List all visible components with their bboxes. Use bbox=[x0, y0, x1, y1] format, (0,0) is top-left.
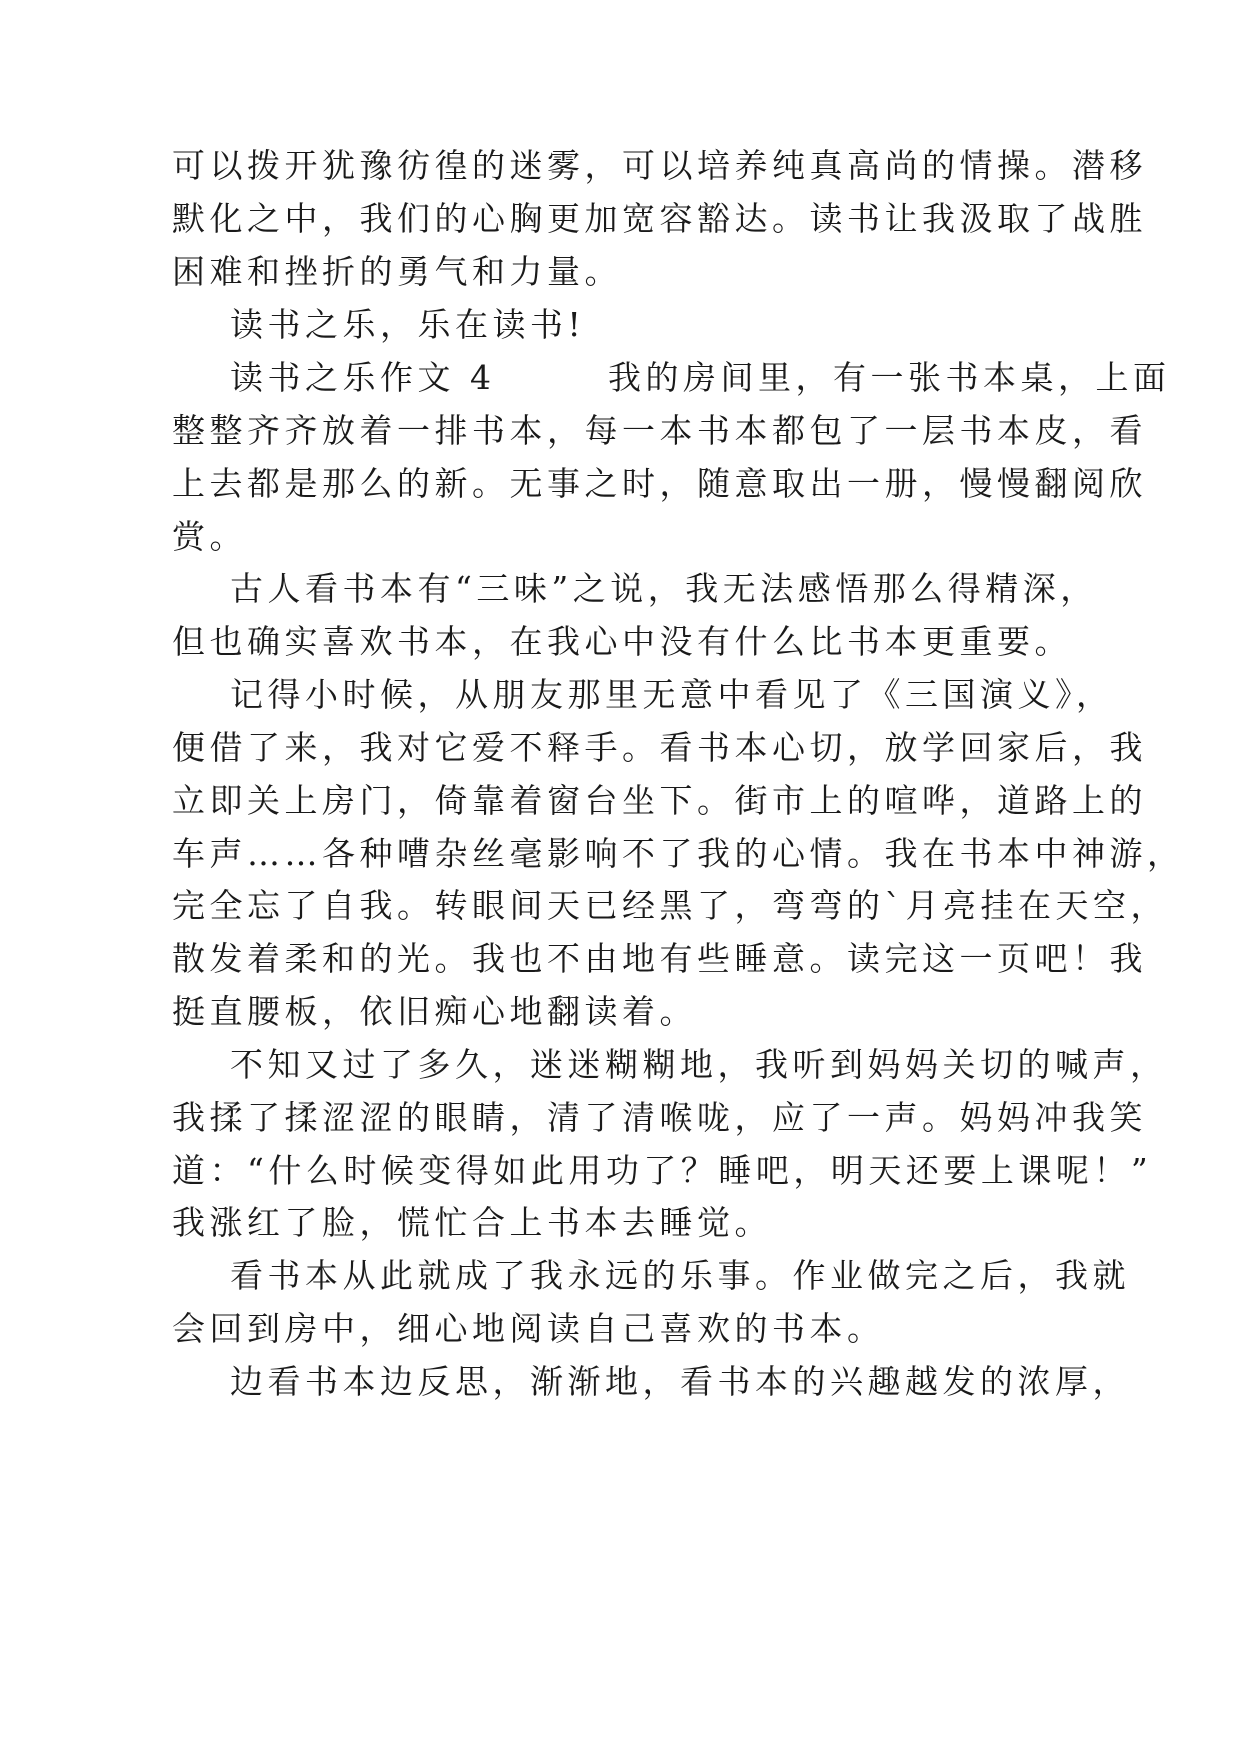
text-line: 赏。 bbox=[172, 517, 247, 556]
text-line: 读书之乐，乐在读书! bbox=[230, 305, 586, 344]
text-line: 会回到房中，细心地阅读自己喜欢的书本。 bbox=[172, 1309, 885, 1348]
text-line: 记得小时候，从朋友那里无意中看见了《三国演义》， bbox=[230, 675, 1114, 714]
text-line: 不知又过了多久，迷迷糊糊地，我听到妈妈关切的喊声， bbox=[230, 1045, 1168, 1084]
text-line: 整整齐齐放着一排书本，每一本书本都包了一层书本皮，看 bbox=[172, 411, 1147, 450]
text-line: 我揉了揉涩涩的眼睛，清了清喉咙，应了一声。妈妈冲我笑 bbox=[172, 1098, 1147, 1137]
text-line: 可以拨开犹豫彷徨的迷雾，可以培养纯真高尚的情操。潜移 bbox=[172, 146, 1147, 185]
text-line: 困难和挫折的勇气和力量。 bbox=[172, 252, 622, 291]
text-line: 上去都是那么的新。无事之时，随意取出一册，慢慢翻阅欣 bbox=[172, 464, 1147, 503]
text-line: 古人看书本有“三味”之说，我无法感悟那么得精深， bbox=[230, 569, 1098, 608]
text-line: 默化之中，我们的心胸更加宽容豁达。读书让我汲取了战胜 bbox=[172, 199, 1147, 238]
text-line: 道：“什么时候变得如此用功了？睡吧，明天还要上课呢！” bbox=[172, 1151, 1153, 1190]
text-line: 边看书本边反思，渐渐地，看书本的兴趣越发的浓厚， bbox=[230, 1362, 1130, 1401]
text-line: 读书之乐作文 4 我的房间里，有一张书本桌，上面 bbox=[230, 358, 1171, 397]
text-line: 但也确实喜欢书本，在我心中没有什么比书本更重要。 bbox=[172, 622, 1072, 661]
text-line: 挺直腰板，依旧痴心地翻读着。 bbox=[172, 992, 697, 1031]
text-line: 散发着柔和的光。我也不由地有些睡意。读完这一页吧！我 bbox=[172, 939, 1147, 978]
text-line: 便借了来，我对它爱不释手。看书本心切，放学回家后，我 bbox=[172, 728, 1147, 767]
text-line: 车声……各种嘈杂丝毫影响不了我的心情。我在书本中神游， bbox=[172, 834, 1185, 873]
text-line: 我涨红了脸，慌忙合上书本去睡觉。 bbox=[172, 1203, 772, 1242]
text-line: 看书本从此就成了我永远的乐事。作业做完之后，我就 bbox=[230, 1256, 1130, 1295]
text-line: 立即关上房门，倚靠着窗台坐下。街市上的喧哗，道路上的 bbox=[172, 781, 1147, 820]
text-line: 完全忘了自我。转眼间天已经黑了，弯弯的`月亮挂在天空， bbox=[172, 886, 1168, 925]
